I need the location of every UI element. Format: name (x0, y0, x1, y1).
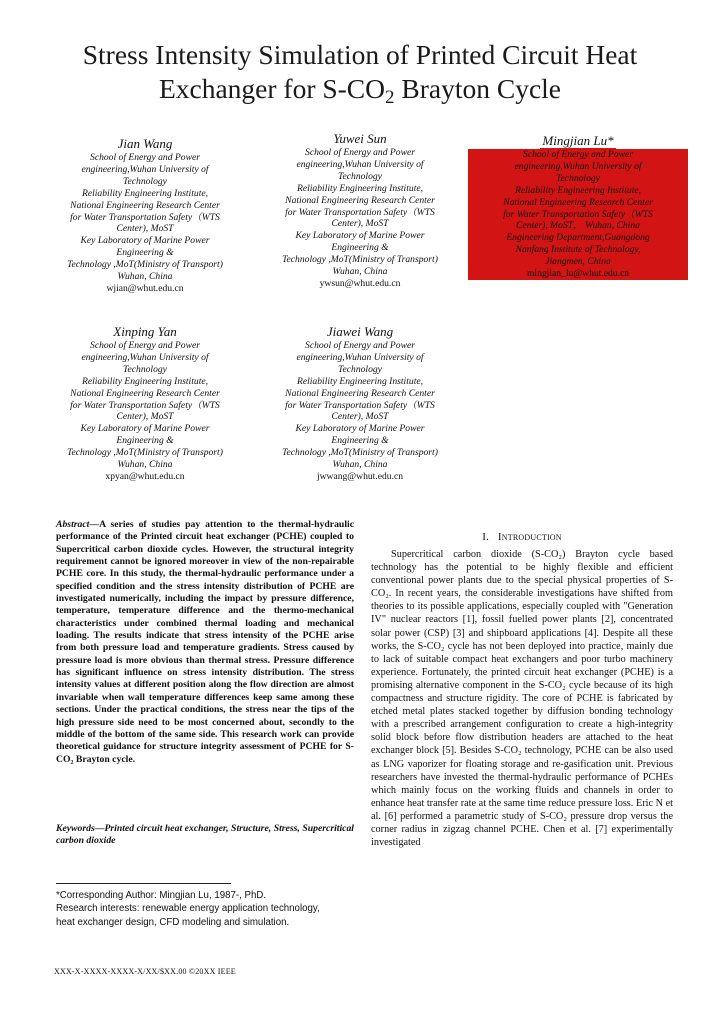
author-block (35, 324, 255, 483)
author-affiliation: School of Energy and Power engineering,Wuhan University of Technology Reliability Engineering Institute, National Engineering Research Center for Water Transportation Safety（WTS Center), MoST Key Laboratory of Marine Power Engineering & Technology ,MoT(Ministry of Transport) Wuhan, China (67, 152, 223, 283)
title-line-2-a: Exchanger for S-CO (158, 73, 386, 104)
author-block (250, 131, 470, 290)
author-email: xpyan@whut.edu.cn (105, 470, 185, 482)
author-block (35, 136, 255, 295)
footnote-line: Research interests: renewable energy application technology, (56, 903, 320, 915)
author-block (250, 324, 470, 483)
author-name (468, 133, 688, 148)
section-heading (371, 531, 673, 543)
section-numeral: I. (482, 531, 490, 543)
author-name: Jiawei Wang (326, 324, 394, 339)
copyright-line: XXX-X-XXXX-XXXX-X/XX/$XX.00 ©20XX IEEE (54, 967, 236, 976)
author-name: Xinping Yan (113, 324, 177, 339)
footnote-divider (56, 883, 231, 884)
abstract-text: —A series of studies pay attention to the thermal-hydraulic performance of the Printed circuit heat exchanger (PCHE) coupled to Supercritical carbon dioxide cycles. However, the structural integrity requirement cannot be ignored moreover in view of the non-repairable PCHE core. In this study, the thermal-hydraulic performance under a specified condition and the stress intensity distribution of PCHE are investigated numerically, including the impact by pressure difference, temperature, temperature difference and the thermo-mechanical characteristics under combined thermal loading and mechanical loading. The results indicate that stress intensity of the PCHE arise from both pressure load and temperature gradients. Stress caused by pressure load is more obvious than thermal stress. Pressure difference has significant influence on stress intensity distribution. The stress intensity values at different position along the flow direction are almost invariable when wall temperature differences keep same among these sections. Under the practical conditions, the stress near the tips of the high pressure side need to be most concerned about, secondly to the middle of the bottom of the same side. This research work can provide theoretical guidance for structure integrity assessment of PCHE for S-CO₂ Brayton cycle. (56, 519, 354, 765)
author-name: Yuwei Sun (333, 131, 387, 146)
introduction-body: Supercritical carbon dioxide (S-CO₂) Brayton cycle based technology has the potential to be highly flexible and efficient conventional power plants due to the special physical properties of S-CO₂. In recent years, the considerable investigations have shifted from theories to its possible applications, especially coupled with "Generation IV" nuclear reactors [1], fossil fuelled power plants [2], concentrated solar power (CSP) [3] and shipboard applications [4]. Despite all these works, the S-CO₂ cycle has not been deployed into practice, mainly due to lack of suitable compact heat exchangers and poor turbo machinery experience. Fortunately, the printed circuit heat exchanger (PCHE) is a promising alternative component in the S-CO₂ cycle because of its high compactness and structure rigidity. The core of PCHE is fabricated by etched metal plates stacked together by diffusion bonding technology with a prescribed arrangement configuration to create a high-integrity solid block before flow distribution headers are attached to the heat exchanger block [5]. Besides S-CO₂ technology, PCHE can be also used as LNG vaporizer for floating storage and re-gasification unit. Previous researchers have invested the thermal-hydraulic performance of PCHEs which mainly focus on the working fluids and channels in order to enhance heat transfer rate at the same time reduce pressure loss. Eric N et al. [6] performed a parametric study of S-CO₂ pressure drop versus the corner radius in zigzag channel PCHE. Chen et al. [7] experimentally investigated (371, 549, 673, 849)
author-name: Jian Wang (117, 136, 173, 151)
author-affiliation: School of Energy and Power engineering,Wuhan University of Technology Reliability Engineering Institute, National Engineering Research Center for Water Transportation Safety（WTS Center), MoST Key Laboratory of Marine Power Engineering & Technology ,MoT(Ministry of Transport) Wuhan, China (282, 147, 438, 278)
abstract (56, 519, 354, 766)
footnote-line: *Corresponding Author: Mingjian Lu, 1987-, PhD. (56, 890, 267, 901)
author-email: wjian@whut.edu.cn (106, 282, 184, 294)
footnote-line: heat exchanger design, CFD modeling and simulation. (56, 916, 290, 928)
paper-title (40, 38, 680, 106)
author-affiliation: School of Energy and Power engineering,Wuhan University of Technology Reliability Engineering Institute, National Engineering Research Center for Water Transportation Safety（WTS Center), MoST， Wuhan, China Engineering Department,Guangdong Nanfang Institute of Technology, Jiangmen, China (468, 149, 688, 268)
author-name-text: Mingjian Lu* (542, 133, 614, 148)
title-line-2-b: Brayton Cycle (394, 73, 562, 104)
author-email: jwwang@whut.edu.cn (316, 470, 404, 482)
author-email: ywsun@whut.edu.cn (319, 277, 401, 289)
author-affiliation: School of Energy and Power engineering,Wuhan University of Technology Reliability Engineering Institute, National Engineering Research Center for Water Transportation Safety（WTS Center), MoST Key Laboratory of Marine Power Engineering & Technology ,MoT(Ministry of Transport) Wuhan, China (282, 340, 438, 471)
title-subscript: 2 (385, 87, 395, 108)
keywords (56, 823, 354, 848)
footnote (56, 889, 356, 929)
author-email: mingjian_lu@whut.edu.cn (468, 268, 688, 280)
title-line-2 (40, 72, 680, 106)
keywords-lead: Keywords (56, 823, 95, 834)
section-title: Introduction (497, 531, 562, 543)
title-line-1: Stress Intensity Simulation of Printed Circuit Heat (82, 39, 638, 70)
keywords-text: —Printed circuit heat exchanger, Structure, Stress, Supercritical carbon dioxide (56, 823, 354, 847)
abstract-lead: Abstract (56, 519, 90, 530)
author-affiliation: School of Energy and Power engineering,Wuhan University of Technology Reliability Engineering Institute, National Engineering Research Center for Water Transportation Safety（WTS Center), MoST Key Laboratory of Marine Power Engineering & Technology ,MoT(Ministry of Transport) Wuhan, China (67, 340, 223, 471)
author-block-annotated (468, 133, 688, 280)
